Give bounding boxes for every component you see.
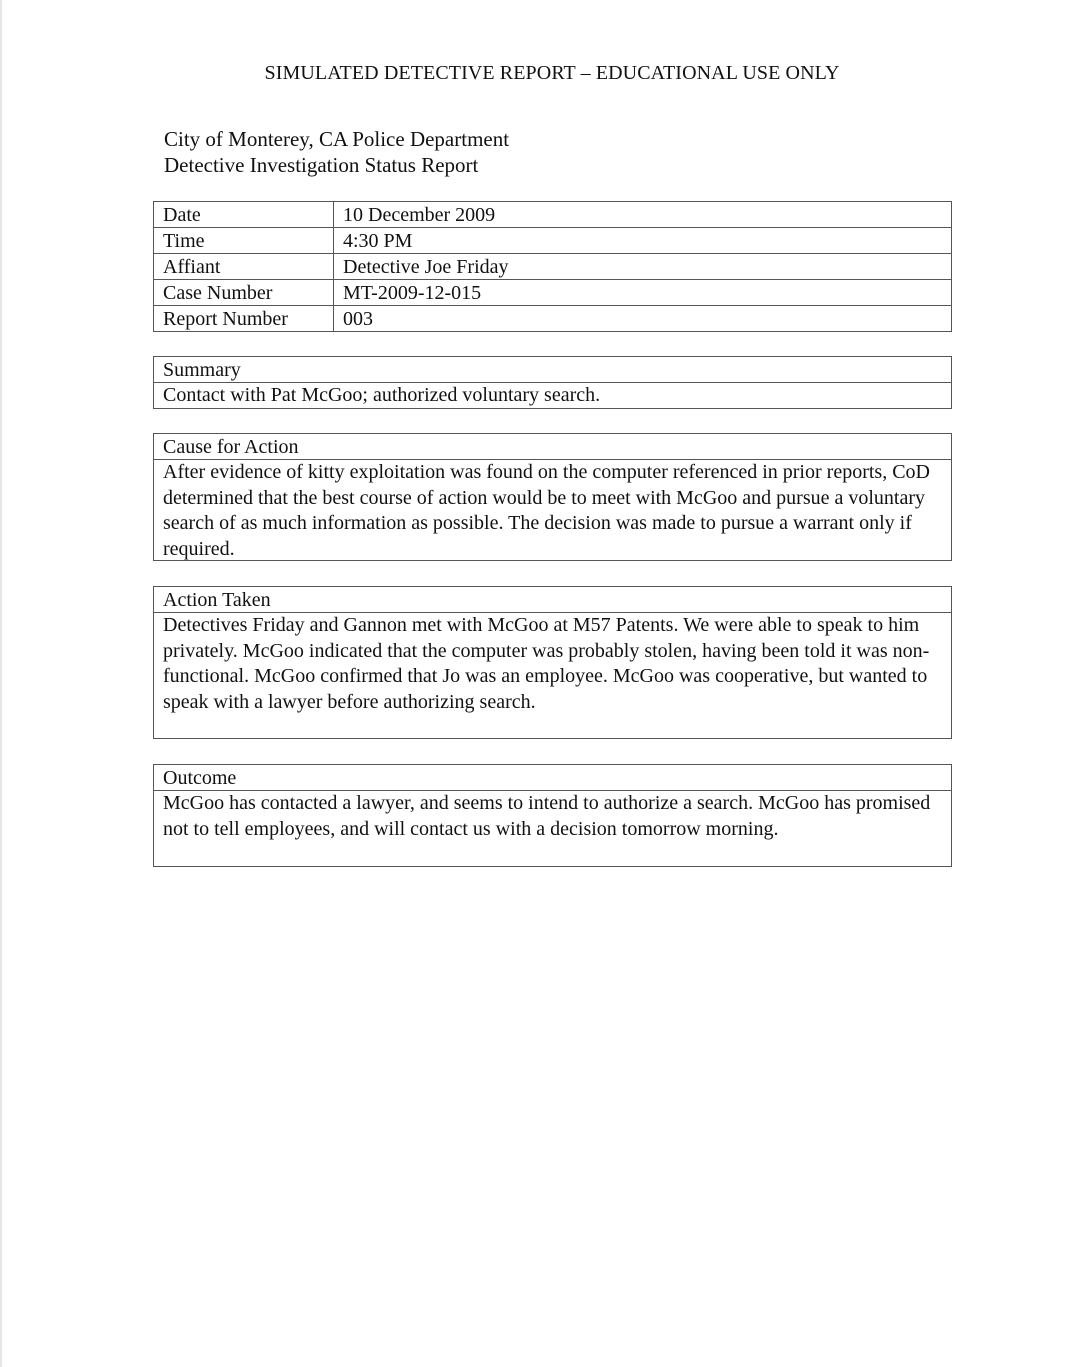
meta-value-time: 4:30 PM — [334, 228, 952, 254]
outcome-title: Outcome — [154, 765, 951, 791]
action-taken-title: Action Taken — [154, 587, 951, 613]
report-type: Detective Investigation Status Report — [164, 153, 479, 177]
cause-for-action-text: After evidence of kitty exploitation was found on the computer referenced in prior reports, CoD determined that the best course of action would be to meet with McGoo and pursue a voluntary search of as much information as possible. The decision was made to pursue a warrant only if required. — [163, 461, 930, 560]
report-metadata-table — [153, 201, 952, 332]
page-edge — [0, 0, 2, 1367]
meta-label-time: Time — [154, 228, 334, 254]
meta-label-report-number: Report Number — [154, 306, 334, 332]
action-taken-text: Detectives Friday and Gannon met with McGoo at M57 Patents. We were able to speak to him privately. McGoo indicated that the computer was probably stolen, having been told it was non-functional. McGoo confirmed that Jo was an employee. McGoo was cooperative, but wanted to speak with a lawyer before authorizing search. — [163, 614, 930, 713]
meta-label-date: Date — [154, 202, 334, 228]
table-row — [154, 228, 952, 254]
report-banner: SIMULATED DETECTIVE REPORT – EDUCATIONAL USE ONLY — [264, 62, 840, 84]
table-row — [154, 280, 952, 306]
meta-value-report-number: 003 — [334, 306, 952, 332]
meta-value-affiant: Detective Joe Friday — [334, 254, 952, 280]
meta-label-case-number: Case Number — [154, 280, 334, 306]
cause-for-action-title: Cause for Action — [154, 434, 951, 460]
table-row — [154, 202, 952, 228]
summary-text: Contact with Pat McGoo; authorized voluntary search. — [163, 384, 601, 406]
table-row — [154, 306, 952, 332]
meta-value-case-number: MT-2009-12-015 — [334, 280, 952, 306]
report-heading — [164, 126, 509, 178]
outcome-text: McGoo has contacted a lawyer, and seems to intend to authorize a search. McGoo has promised not to tell employees, and will contact us with a decision tomorrow morning. — [163, 792, 931, 840]
meta-label-affiant: Affiant — [154, 254, 334, 280]
outcome-section — [153, 764, 952, 867]
department-name: City of Monterey, CA Police Department — [164, 127, 510, 151]
action-taken-section — [153, 586, 952, 739]
summary-section — [153, 356, 952, 409]
cause-for-action-section — [153, 433, 952, 561]
table-row — [154, 254, 952, 280]
summary-title: Summary — [154, 357, 951, 383]
meta-value-date: 10 December 2009 — [334, 202, 952, 228]
